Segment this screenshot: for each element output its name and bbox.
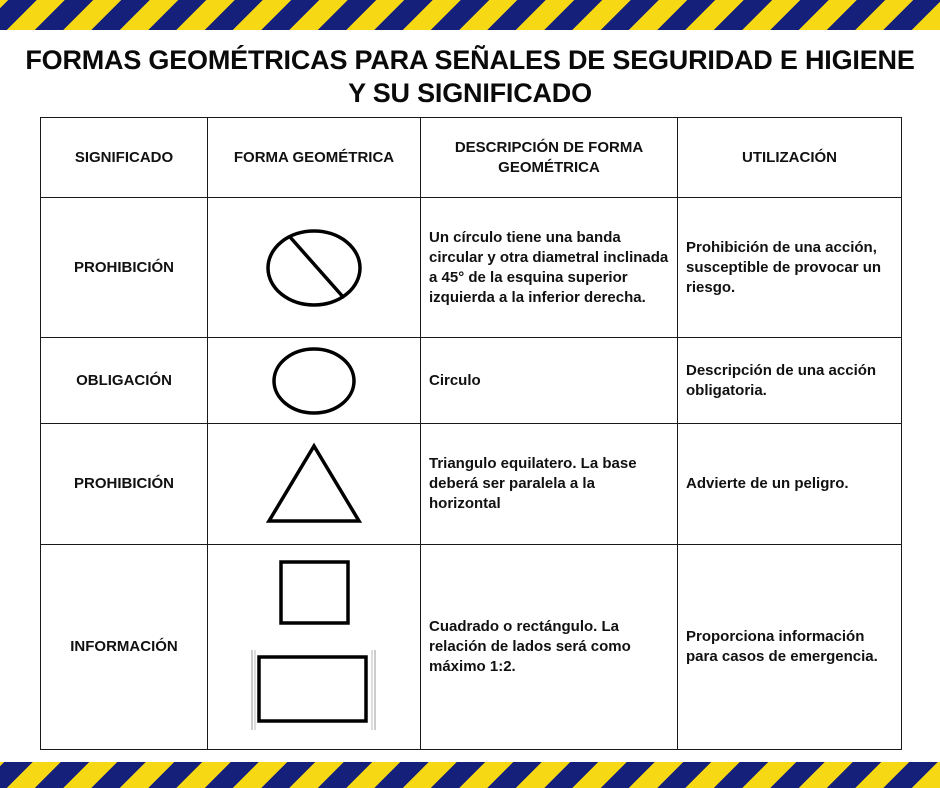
page-title: FORMAS GEOMÉTRICAS PARA SEÑALES DE SEGURIDAD E HIGIENE Y SU SIGNIFICADO [25, 45, 915, 108]
header-forma-geometrica: FORMA GEOMÉTRICA [208, 118, 421, 198]
hazard-stripe-bottom [0, 762, 940, 788]
row-significado: OBLIGACIÓN [41, 338, 208, 424]
row-shape-cell [208, 424, 421, 545]
square-rectangle-icon [244, 558, 384, 736]
row-shape-cell [208, 198, 421, 338]
circle-slash-icon [264, 226, 364, 310]
row-descripcion: Triangulo equilatero. La base deberá ser paralela a la horizontal [421, 424, 678, 545]
table-row [41, 338, 902, 424]
row-significado: PROHIBICIÓN [41, 424, 208, 545]
row-shape-cell [208, 545, 421, 750]
header-descripcion: DESCRIPCIÓN DE FORMA GEOMÉTRICA [421, 118, 678, 198]
row-significado: INFORMACIÓN [41, 545, 208, 750]
triangle-icon [264, 442, 364, 526]
table-row [41, 198, 902, 338]
row-utilizacion: Prohibición de una acción, susceptible de provocar un riesgo. [678, 198, 902, 338]
circle-icon [269, 345, 359, 417]
row-shape-cell [208, 338, 421, 424]
table-header-row [41, 118, 902, 198]
table-row [41, 424, 902, 545]
row-utilizacion: Proporciona información para casos de emergencia. [678, 545, 902, 750]
row-descripcion: Un círculo tiene una banda circular y otra diametral inclinada a 45° de la esquina superior izquierda a la inferior derecha. [421, 198, 678, 338]
hazard-stripe-top [0, 0, 940, 30]
header-significado: SIGNIFICADO [41, 118, 208, 198]
table-row [41, 545, 902, 750]
header-utilizacion: UTILIZACIÓN [678, 118, 902, 198]
row-utilizacion: Descripción de una acción obligatoria. [678, 338, 902, 424]
row-descripcion: Cuadrado o rectángulo. La relación de lados será como máximo 1:2. [421, 545, 678, 750]
row-descripcion: Circulo [421, 338, 678, 424]
shapes-table [40, 117, 902, 750]
row-utilizacion: Advierte de un peligro. [678, 424, 902, 545]
row-significado: PROHIBICIÓN [41, 198, 208, 338]
